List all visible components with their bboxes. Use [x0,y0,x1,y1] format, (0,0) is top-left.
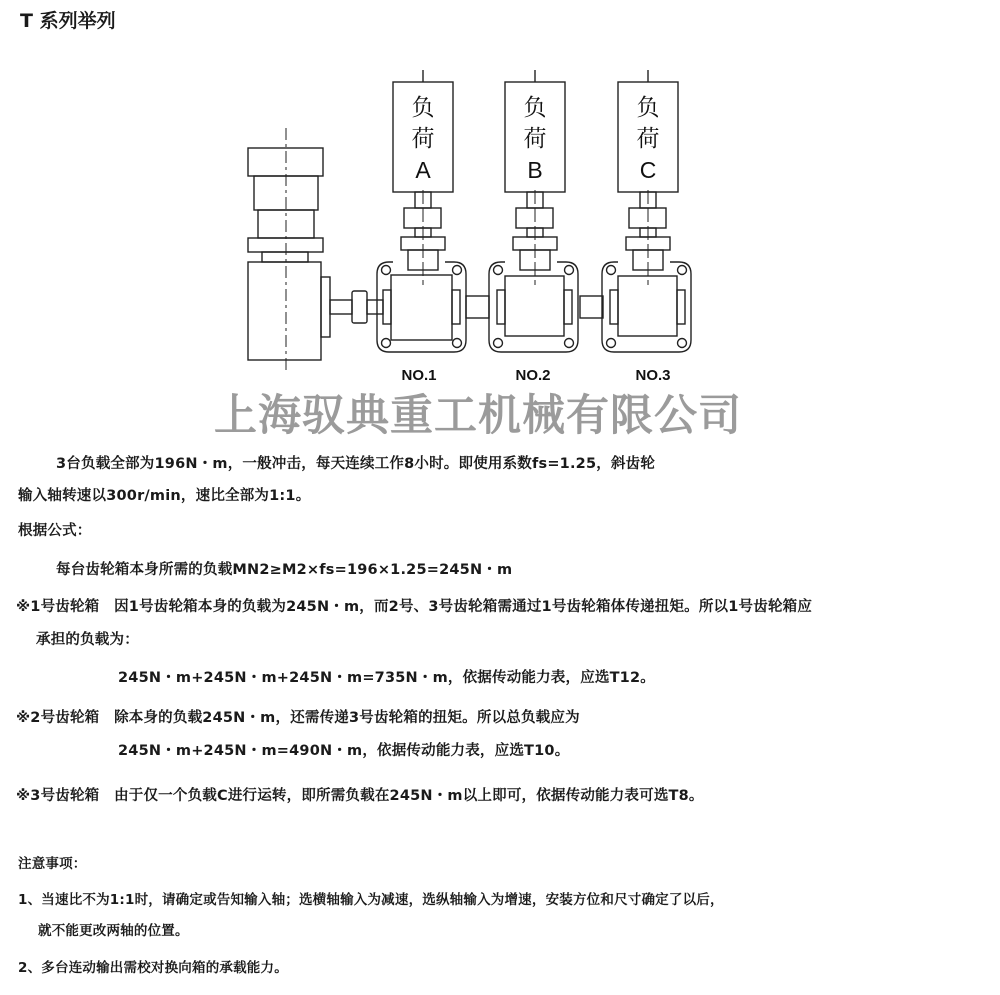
load-c-label-1: 负 [636,94,660,120]
gearbox-diagram [0,0,1000,380]
coupling-1-2 [466,296,489,318]
load-a-letter: A [415,157,431,183]
coupling-2-3 [580,296,603,318]
unit-label-no3: NO.3 [635,367,671,380]
note-1-cont: 就不能更改两轴的位置。 [38,923,189,939]
unit-label-no2: NO.2 [515,367,551,380]
paragraph-conditions: 3台负载全部为196N・m，一般冲击，每天连续工作8小时。即使用系数fs=1.25，斜齿轮 [56,456,656,472]
motor-drive [248,128,383,370]
load-c-label-2: 荷 [636,125,660,151]
gearbox-1-calc: 245N・m+245N・m+245N・m=735N・m，依据传动能力表，应选T12。 [118,670,655,686]
load-b-label-1: 负 [523,94,547,120]
load-b-letter: B [527,157,543,183]
load-b-label-2: 荷 [523,125,547,151]
paragraph-speed: 输入轴转速以300r/min，速比全部为1:1。 [18,488,311,504]
load-c-letter: C [639,157,657,183]
page-title: T 系列举列 [20,10,116,32]
notes-heading: 注意事项： [18,856,87,872]
gearbox-1-note-cont: 承担的负载为： [36,632,139,648]
formula-line: 每台齿轮箱本身所需的负载MN2≥M2×fs=196×1.25=245N・m [56,562,513,578]
load-a-label-1: 负 [411,94,435,120]
company-watermark: 上海驭典重工机械有限公司 [214,391,742,441]
note-1: 1、当速比不为1:1时，请确定或告知输入轴；选横轴输入为减速，选纵轴输入为增速，安装方位和尺寸确定了以后， [18,892,724,908]
gearbox-2-note: ※2号齿轮箱 除本身的负载245N・m，还需传递3号齿轮箱的扭矩。所以总负载应为 [16,710,580,726]
gearbox-1-note: ※1号齿轮箱 因1号齿轮箱本身的负载为245N・m，而2号、3号齿轮箱需通过1号齿轮箱体传递扭矩。所以1号齿轮箱应 [16,599,813,615]
gearbox-3-note: ※3号齿轮箱 由于仅一个负载C进行运转，即所需负载在245N・m以上即可，依据传动能力表可选T8。 [16,788,704,804]
note-2: 2、多台连动输出需校对换向箱的承载能力。 [18,960,288,976]
unit-label-no1: NO.1 [401,367,437,380]
load-a-label-2: 荷 [411,125,435,151]
gearbox-2-calc: 245N・m+245N・m=490N・m，依据传动能力表，应选T10。 [118,743,570,759]
formula-heading: 根据公式： [18,523,92,539]
